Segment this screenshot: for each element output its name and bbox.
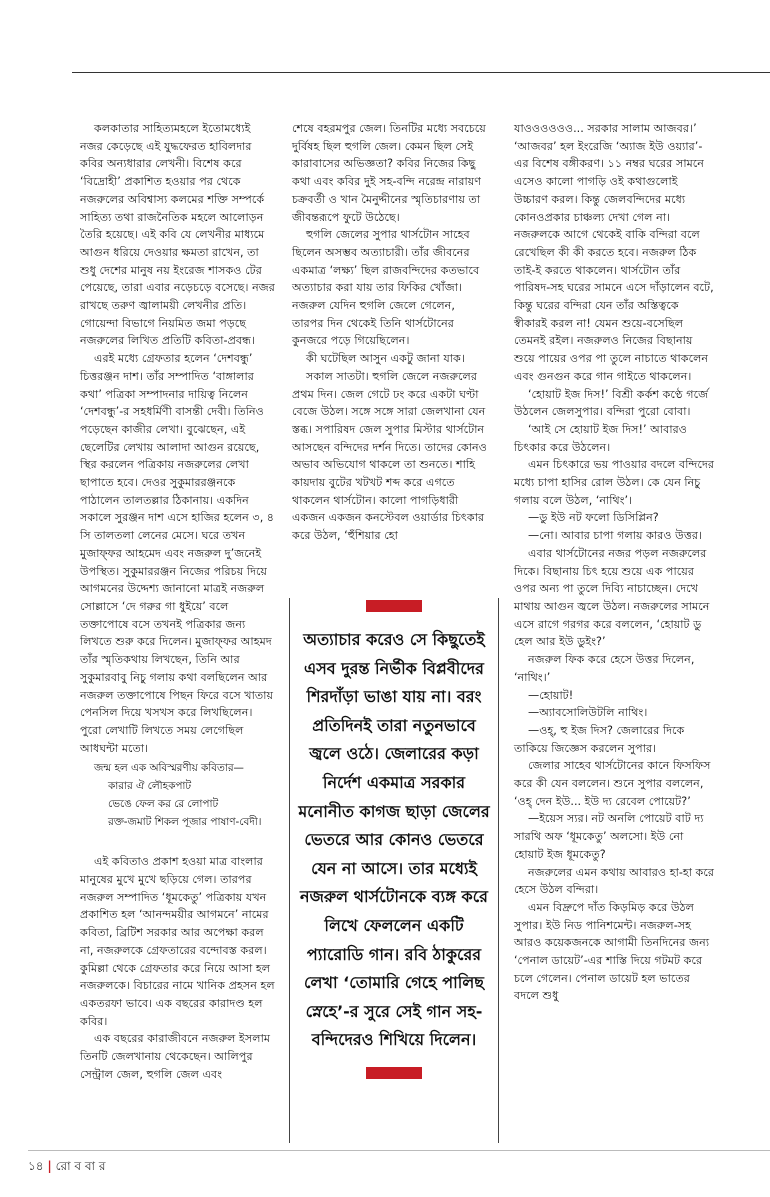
paragraph: কী ঘটেছিল আসুন একটু জানা যাক।: [306, 352, 465, 366]
paragraph: এক বছরের কারাজীবনে নজরুল ইসলাম তিনটি জেলখানায় থেকেছেন। আলিপুর সেন্ট্রাল জেল, হুগলি জেল এবং: [80, 1032, 271, 1081]
page-number: ১৪: [28, 1159, 44, 1173]
pull-quote-text: অত্যাচার করেও সে কিছুতেই এসব দুরন্ত নির্ভীক বিপ্লবীদের শিরদাঁড়া ভাঙা যায় না। বরং প্রতিদিনই তারা নতুনভাবে জ্বলে ওঠে। জেলারের কড়া নির্দেশ একমাত্র সরকার মনোনীত কাগজ ছাড়া জেলের ভেতরে আর কোনও ভেতরে যেন না আসে। তার মধ্যেই নজরুল থার্সটোনকে ব্যঙ্গ করে লিখে ফেললেন একটি প্যারোডি গান। রবি ঠাকুরের লেখা ‘তোমারি গেহে পালিছ স্নেহে’-র সুরে সেই গান সহ-বন্দিদেরও শিখিয়ে দিলেন।: [298, 630, 490, 1050]
paragraph: ‘আই সে হোয়াট ইজ দিস!’ আবারও চিৎকার করে উঠলেন।: [514, 422, 687, 454]
pull-quote: [289, 598, 499, 1143]
top-rule: [72, 72, 770, 73]
publication-name: রো ব বা র: [55, 1159, 106, 1173]
dialogue-line: —অ্যাবসোলিউটলি নাথিং।: [528, 706, 648, 720]
paragraph: এরই মধ্যে গ্রেফতার হলেন ‘দেশবন্ধু’ চিত্তরঞ্জন দাশ। তাঁর সম্পাদিত ‘বাঙ্গালার কথা’ পত্রিকা সম্পাদনার দায়িত্ব নিলেন ‘দেশবন্ধু’-র সহধর্মিণী বাসন্তী দেবী। তিনিও পড়েছেন কাজীর লেখা। বুঝেছেন, এই ছেলেটির লেখায় আলাদা আগুন রয়েছে, স্থির করলেন পত্রিকায় নজরুলের লেখা ছাপাতে হবে। দেওর সুকুমাররঞ্জনকে পাঠালেন তালতল্লার ঠিকানায়। একদিন সকালে সুরঞ্জন দাশ এসে হাজির হলেন ৩, ৪ সি তালতলা লেনের মেসে। ঘরে তখন মুজাফ্ফর আহমেদ এবং নজরুল দু’জনেই উপস্থিত। সুকুমাররঞ্জন নিজের পরিচয় দিয়ে আগমনের উদ্দেশ্য জানানো মাত্রই নজরুল সোল্লাসে ‘দে গরুর গা ধুইয়ে’ বলে তক্তাপোষে বসে তখনই পত্রিকার জন্য লিখতে শুরু করে দিলেন। মুজাফ্ফর আহমদ তাঁর স্মৃতিকথায় লিখছেন, তিনি আর সুকুমারবাবু নিচু গলায় কথা বলছিলেন আর নজরুল তক্তাপোষে পিছন ফিরে বসে খাতায় পেনসিল দিয়ে খসখস করে লিখছিলেন। পুরো লেখাটি লিখতে সময় লেগেছিল আধঘন্টা মতো।: [80, 352, 275, 755]
paragraph: এই কবিতাও প্রকাশ হওয়া মাত্র বাংলার মানুষের মুখে মুখে ছড়িয়ে গেল। তারপর নজরুল সম্পাদিত ‘ধূমকেতু’ পত্রিকায় যখন প্রকাশিত হল ‘আনন্দময়ীর আগমনে’ নামের কবিতা, ব্রিটিশ সরকার আর অপেক্ষা করল না, নজরুলকে গ্রেফতারের বন্দোবস্ত করল। কুমিল্লা থেকে গ্রেফতার করে নিয়ে আসা হল নজরুলকে। বিচারের নামে খানিক প্রহসন হল একতরফা ভাবে। এক বছরের কারাদণ্ড হল কবির।: [80, 855, 275, 1028]
footer-separator: |: [47, 1159, 52, 1173]
paragraph: সকাল সাতটা। হুগলি জেলে নজরুলের প্রথম দিন। জেল গেটে ঢং করে একটা ঘণ্টা বেজে উঠল। সঙ্গে সঙ্গে সারা জেলখানা যেন স্তব্ধ। সপারিষদ জেল সুপার মিস্টার থার্সটোন আসছেন বন্দিদের দর্শন দিতে। তাদের কোনও অভাব অভিযোগ থাকলে তা শুনতে। শাহি কায়দায় বুটের খটখট শব্দ করে এগতে থাকলেন থার্সটোন। কালো পাগড়িধারী একজন একজন কনস্টেবল ওয়ার্ডার চিৎকার করে উঠল, ‘হুঁশিয়ার হো: [292, 369, 487, 543]
poem-line: রক্ত-জমাট শিকল পূজার পাষাণ-বেদী।: [108, 816, 262, 829]
article-column-1: [80, 120, 276, 1083]
dialogue-line: —ওহ্‌, হু ইজ দিস? জেলারের দিকে তাকিয়ে জিজ্ঞেস করলেন সুপার।: [514, 723, 685, 755]
paragraph: ‘হোয়াট ইজ দিস!’ বিশ্রী কর্কশ কণ্ঠে গর্জে উঠলেন জেলসুপার। বন্দিরা পুরো বোবা।: [514, 387, 709, 419]
paragraph: নজরুল ফিক করে হেসে উত্তর দিলেন, ‘নাথিং।’: [514, 653, 695, 684]
poem-line: কারার ঐ লৌহকপাট: [108, 780, 192, 793]
poem-line: ভেঙে ফেল কর রে লোপাট: [108, 798, 219, 811]
article-column-3: [514, 120, 714, 1005]
dialogue-line: —ডু ইউ নট ফলো ডিসিপ্লিন?: [528, 511, 659, 525]
paragraph: হুগলি জেলের সুপার থার্সটোন সাহেব ছিলেন অসম্ভব অত্যাচারী। তাঁর জীবনের একমাত্র ‘লক্ষ্য’ ছিল রাজবন্দিদের কতভাবে অত্যাচার করা যায় তার ফিকির খোঁজা। নজরুল যেদিন হুগলি জেলে গেলেন, তারপর দিন থেকেই তিনি থার্সটোনের কুনজরে পড়ে গিয়েছিলেন।: [292, 228, 480, 348]
dialogue-line: —ইয়েস স্যর। নট অনলি পোয়েট বাট দ্য সারথি অফ ‘ধূমকেতু’ অলসো। ইউ নো হোয়াট ইজ ধূমকেতু?: [514, 812, 704, 861]
paragraph: শেষে বহরমপুর জেল। তিনটির মধ্যে সবচেয়ে দুর্বিষহ ছিল হুগলি জেল। কেমন ছিল সেই কারাবাসের অভিজ্ঞতা? কবির নিজের কিছু কথা এবং কবির দুই সহ-বন্দি নরেন্দ্র নারায়ণ চক্রবর্তী ও খান মৈনুদ্দীনের স্মৃতিচারণায় তা জীবন্তরূপে ফুটে উঠেছে।: [292, 122, 486, 224]
dialogue-line: —নো। আবার চাপা গলায় কারও উত্তর।: [528, 529, 703, 543]
pull-quote-top-bar: [366, 600, 422, 612]
article-column-2: [292, 120, 488, 545]
pull-quote-bottom-bar: [366, 1067, 422, 1079]
poem-block: [94, 759, 276, 831]
page-footer: [28, 1158, 105, 1178]
paragraph: কলকাতার সাহিত্যমহলে ইতোমধ্যেই নজর কেড়েছে এই যুদ্ধফেরত হাবিলদার কবির অন্যধারার লেখনী। বিশেষ করে ‘বিদ্রোহী’ প্রকাশিত হওয়ার পর থেকে নজরুলের অবিশ্বাস্য কলমের শক্তি সম্পর্কে সাহিত্য তথা রাজনৈতিক মহলে আলোড়ন তৈরি হয়েছে। এই কবি যে লেখনীর মাধ্যমে আগুন ধরিয়ে দেওয়ার ক্ষমতা রাখেন, তা শুধু দেশের মানুষ নয় ইংরেজ শাসকও টের পেয়েছে, তারা এবার নড়েচড়ে বসেছে। নজর রাখছে তরুণ জ্বালাময়ী লেখনীর প্রতি। গোয়েন্দা বিভাগে নিয়মিত জমা পড়ছে নজরুলের লিখিত প্রতিটি কবিতা-প্রবন্ধ।: [80, 122, 275, 348]
paragraph: জেলার সাহেব থার্সটোনের কানে ফিসফিস করে কী যেন বললেন। শুনে সুপার বললেন, ‘ওহ্‌ দেন ইউ... ইউ দ্য রেবেল পোয়েট?’: [514, 759, 711, 808]
paragraph: নজরুলের এমন কথায় আবারও হা-হা করে হেসে উঠল বন্দিরা।: [514, 865, 715, 897]
paragraph: যাওওওওওও... সরকার সালাম আজবর।’ ‘আজবর’ হল ইংরেজি ‘অ্যাজ ইউ ওয়্যার’-এর বিশেষ বঙ্গীকরণ। ১১ নম্বর ঘরের সামনে এসেও কালো পাগড়ি ওই কথাগুলোই উচ্চারণ করল। কিন্তু জেলবন্দিদের মধ্যে কোনওপ্রকার চাঞ্চল্য দেখা গেল না। নজরুলকে আগে থেকেই বাকি বন্দিরা বলে রেখেছিল কী কী করতে হবে। নজরুল ঠিক তাই-ই করতে থাকলেন। থার্সটোন তাঁর পারিষদ-সহ ঘরের সামনে এসে দাঁড়ালেন বটে, কিন্তু ঘরের বন্দিরা যেন তাঁর অস্তিত্বকে স্বীকারই করল না! যেমন শুয়ে-বসেছিল তেমনই রইল। নজরুলও নিজের বিছানায় শুয়ে পায়ের ওপর পা তুলে নাচাতে থাকলেন এবং গুনগুন করে গান গাইতে থাকলেন।: [514, 122, 714, 383]
paragraph: এবার থার্সটোনের নজর পড়ল নজরুলের দিকে। বিছানায় চিৎ হয়ে শুয়ে এক পায়ের ওপর অন্য পা তুলে দিব্যি নাচাচ্ছেন। দেখে মাথায় আগুন জ্বলে উঠল। নজরুলের সামনে এসে রাগে গরগর করে বললেন, ‘হোয়াট ডু হেল আর ইউ ডুইং?’: [514, 546, 710, 649]
poem-intro: জন্ম হল এক অবিস্মরণীয় কবিতার—: [94, 762, 244, 775]
footer-rule: [28, 1150, 770, 1151]
dialogue-line: —হোয়াট!: [528, 688, 574, 702]
paragraph: এমন বিদ্রুপে দাঁত কিড়মিড় করে উঠল সুপার। ইউ নিড পানিশমেন্ট। নজরুল-সহ আরও কয়েকজনকে আগামী তিনদিনের জন্য ‘পেনাল ডায়েট’-এর শাস্তি দিয়ে গটমট করে চলে গেলেন। পেনাল ডায়েট হল ভাতের বদলে শুধু: [514, 900, 710, 1003]
paragraph: এমন চিৎকারে ভয় পাওয়ার বদলে বন্দিদের মধ্যে চাপা হাসির রোল উঠল। কে যেন নিচু গলায় বলে উঠল, ‘নাথিং’।: [514, 458, 714, 507]
